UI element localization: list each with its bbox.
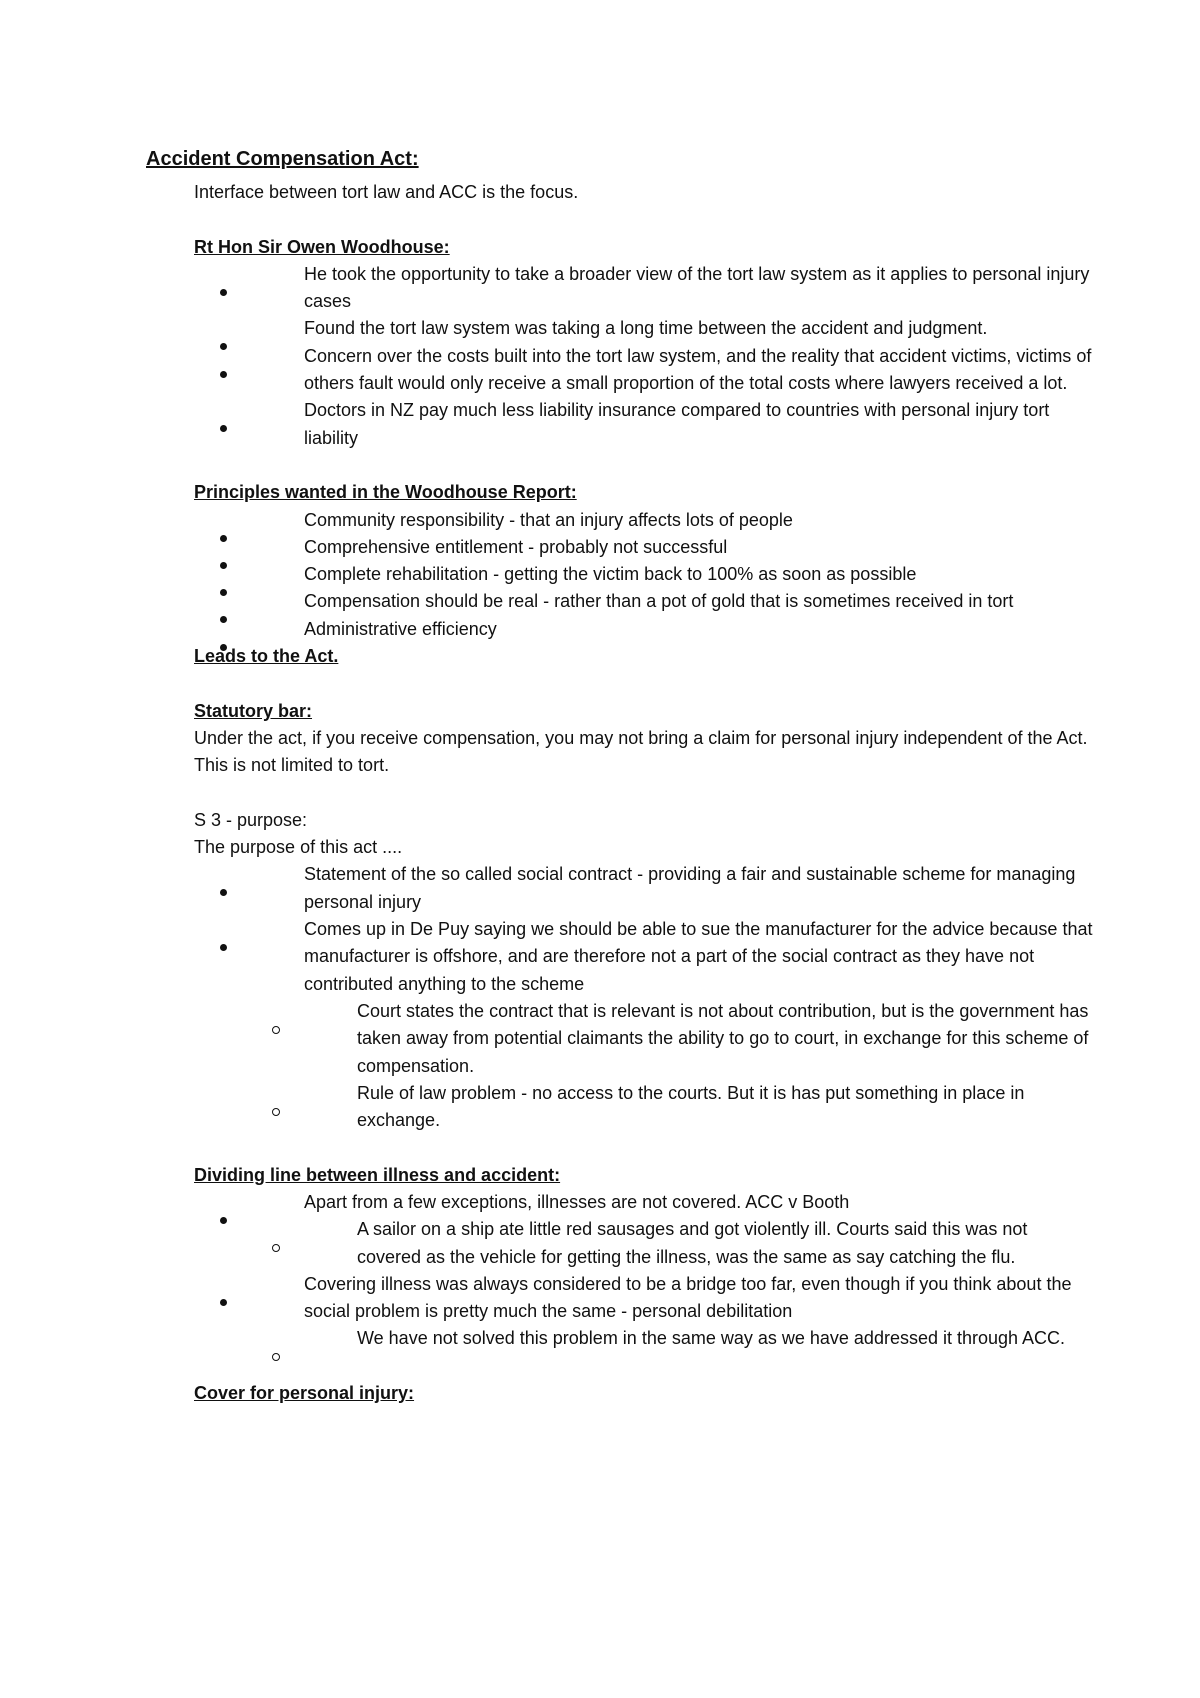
list-item: Doctors in NZ pay much less liability insurance compared to countries with personal injury tort liability xyxy=(304,400,1050,448)
principles-conclusion: Leads to the Act. xyxy=(194,646,339,667)
dividing-list xyxy=(194,1189,1094,1353)
list-item: He took the opportunity to take a broader view of the tort law system as it applies to personal injury cases xyxy=(304,263,1090,312)
principles-heading: Principles wanted in the Woodhouse Report: xyxy=(194,482,577,503)
sub-list-item: We have not solved this problem in the same way as we have addressed it through ACC. xyxy=(357,1328,1066,1349)
statutory-bar-text: Under the act, if you receive compensation, you may not bring a claim for personal injury independent of the Act. This is not limited to tort. xyxy=(194,727,1088,776)
s3-heading: S 3 - purpose: xyxy=(194,809,308,830)
list-item: Concern over the costs built into the tort law system, and the reality that accident victims, victims of others fault would only receive a small proportion of the total costs where lawyers received a lot. xyxy=(304,345,1092,394)
list-item: Statement of the so called social contract - providing a fair and sustainable scheme for managing personal injury xyxy=(304,864,1076,912)
document-body xyxy=(194,179,1094,1407)
list-item: Compensation should be real - rather than a pot of gold that is sometimes received in tort xyxy=(304,591,1014,612)
document-title: Accident Compensation Act: xyxy=(146,148,419,170)
s3-list xyxy=(194,861,1094,1134)
principles-list xyxy=(194,507,1094,643)
list-item: Covering illness was always considered to be a bridge too far, even though if you think about the social problem is pretty much the same - personal debilitation xyxy=(304,1273,1072,1322)
list-item: Complete rehabilitation - getting the victim back to 100% as soon as possible xyxy=(304,564,917,585)
list-item: Comes up in De Puy saying we should be able to sue the manufacturer for the advice because that manufacturer is offshore, and are therefore not a part of the social contract as they have not contributed anything to the scheme xyxy=(304,919,1093,994)
list-item: Apart from a few exceptions, illnesses are not covered. ACC v Booth xyxy=(304,1191,850,1212)
sub-list-item: Court states the contract that is relevant is not about contribution, but is the government has taken away from potential claimants the ability to go to court, in exchange for this scheme of compensation. xyxy=(357,1000,1089,1076)
list-item: Community responsibility - that an injury affects lots of people xyxy=(304,509,793,530)
intro-text: Interface between tort law and ACC is the focus. xyxy=(194,182,579,202)
cover-heading: Cover for personal injury: xyxy=(194,1383,415,1404)
woodhouse-heading: Rt Hon Sir Owen Woodhouse: xyxy=(194,236,450,257)
woodhouse-list xyxy=(194,261,1094,452)
sub-list-item: Rule of law problem - no access to the courts. But it is has put something in place in exchange. xyxy=(357,1082,1025,1131)
list-item: Comprehensive entitlement - probably not successful xyxy=(304,536,728,557)
list-item: Found the tort law system was taking a long time between the accident and judgment. xyxy=(304,318,988,339)
sub-list-item: A sailor on a ship ate little red sausages and got violently ill. Courts said this was not covered as the vehicle for getting the illness, was the same as say catching the flu. xyxy=(357,1219,1028,1267)
statutory-bar-heading: Statutory bar: xyxy=(194,700,313,721)
list-item: Administrative efficiency xyxy=(304,618,497,639)
dividing-heading: Dividing line between illness and accident: xyxy=(194,1164,561,1185)
s3-text: The purpose of this act .... xyxy=(194,837,403,858)
